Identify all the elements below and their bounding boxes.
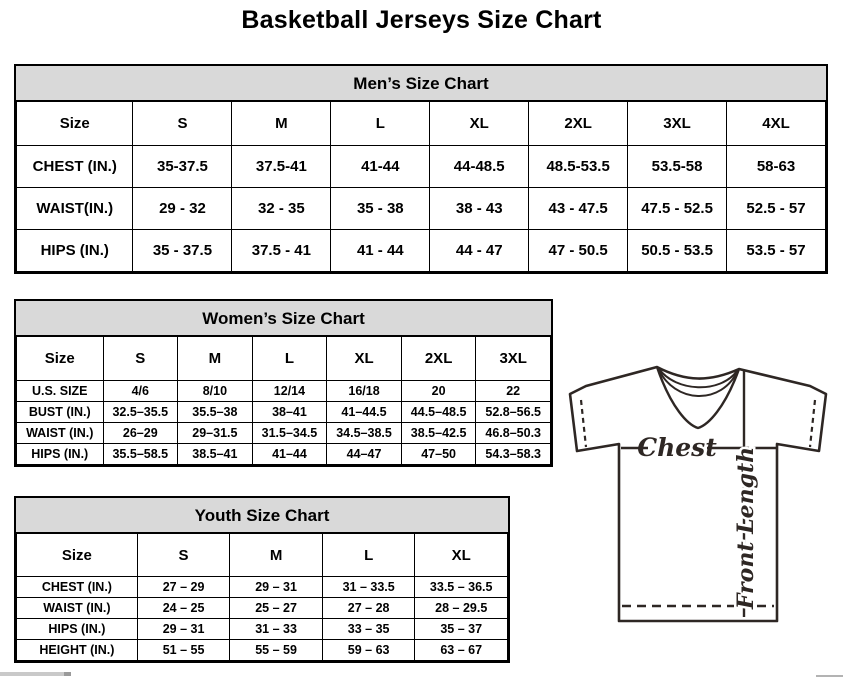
size-column-header: 4XL bbox=[727, 102, 826, 146]
size-value-cell: 37.5 - 41 bbox=[232, 230, 331, 272]
table-row bbox=[17, 619, 508, 640]
youth-size-table bbox=[14, 496, 510, 663]
size-value-cell: 35 - 37.5 bbox=[133, 230, 232, 272]
size-label-header: Size bbox=[17, 534, 138, 577]
size-value-cell: 41-44 bbox=[331, 146, 430, 188]
size-value-cell: 27 – 29 bbox=[137, 577, 230, 598]
size-column-header: L bbox=[252, 337, 327, 381]
size-column-header: S bbox=[137, 534, 230, 577]
size-label-header: Size bbox=[17, 102, 133, 146]
mens-size-table-title: Men’s Size Chart bbox=[16, 66, 826, 101]
front-length-label: Front Length bbox=[733, 446, 759, 610]
size-value-cell: 24 – 25 bbox=[137, 598, 230, 619]
size-value-cell: 43 - 47.5 bbox=[529, 188, 628, 230]
size-value-cell: 38.5–42.5 bbox=[401, 423, 476, 444]
size-value-cell: 31 – 33 bbox=[230, 619, 323, 640]
womens-size-table-title: Women’s Size Chart bbox=[16, 301, 551, 336]
size-value-cell: 37.5-41 bbox=[232, 146, 331, 188]
row-label: CHEST (IN.) bbox=[17, 146, 133, 188]
row-label: WAIST(IN.) bbox=[17, 188, 133, 230]
table-row bbox=[17, 230, 826, 272]
size-value-cell: 48.5-53.5 bbox=[529, 146, 628, 188]
size-value-cell: 44 - 47 bbox=[430, 230, 529, 272]
size-value-cell: 4/6 bbox=[103, 381, 178, 402]
size-value-cell: 58-63 bbox=[727, 146, 826, 188]
size-value-cell: 32 - 35 bbox=[232, 188, 331, 230]
table-row bbox=[17, 423, 551, 444]
size-value-cell: 44–47 bbox=[327, 444, 402, 465]
size-value-cell: 35 – 37 bbox=[415, 619, 508, 640]
size-value-cell: 35.5–58.5 bbox=[103, 444, 178, 465]
row-label: HIPS (IN.) bbox=[17, 619, 138, 640]
size-value-cell: 16/18 bbox=[327, 381, 402, 402]
size-column-header: XL bbox=[327, 337, 402, 381]
table-row bbox=[17, 188, 826, 230]
chest-label: Chest bbox=[637, 433, 717, 462]
size-value-cell: 41 - 44 bbox=[331, 230, 430, 272]
row-label: HIPS (IN.) bbox=[17, 230, 133, 272]
size-value-cell: 28 – 29.5 bbox=[415, 598, 508, 619]
size-value-cell: 53.5-58 bbox=[628, 146, 727, 188]
size-value-cell: 34.5–38.5 bbox=[327, 423, 402, 444]
size-value-cell: 47 - 50.5 bbox=[529, 230, 628, 272]
size-column-header: M bbox=[232, 102, 331, 146]
womens-size-table bbox=[14, 299, 553, 467]
size-value-cell: 38 - 43 bbox=[430, 188, 529, 230]
table-row bbox=[17, 381, 551, 402]
horizontal-scrollbar-fragment-right[interactable] bbox=[816, 675, 843, 677]
size-value-cell: 55 – 59 bbox=[230, 640, 323, 661]
table-row bbox=[17, 577, 508, 598]
row-label: CHEST (IN.) bbox=[17, 577, 138, 598]
row-label: WAIST (IN.) bbox=[17, 598, 138, 619]
row-label: BUST (IN.) bbox=[17, 402, 104, 423]
table-row bbox=[17, 640, 508, 661]
page-title: Basketball Jerseys Size Chart bbox=[241, 6, 602, 34]
mens-size-table bbox=[14, 64, 828, 274]
table-row bbox=[17, 444, 551, 465]
size-value-cell: 44.5–48.5 bbox=[401, 402, 476, 423]
size-value-cell: 50.5 - 53.5 bbox=[628, 230, 727, 272]
size-value-cell: 38.5–41 bbox=[178, 444, 253, 465]
size-column-header: XL bbox=[415, 534, 508, 577]
size-value-cell: 63 – 67 bbox=[415, 640, 508, 661]
size-value-cell: 35-37.5 bbox=[133, 146, 232, 188]
size-value-cell: 59 – 63 bbox=[322, 640, 415, 661]
size-value-cell: 31.5–34.5 bbox=[252, 423, 327, 444]
size-value-cell: 52.8–56.5 bbox=[476, 402, 551, 423]
size-value-cell: 54.3–58.3 bbox=[476, 444, 551, 465]
size-column-header: 2XL bbox=[401, 337, 476, 381]
size-value-cell: 35 - 38 bbox=[331, 188, 430, 230]
row-label: HIPS (IN.) bbox=[17, 444, 104, 465]
size-label-header: Size bbox=[17, 337, 104, 381]
size-value-cell: 12/14 bbox=[252, 381, 327, 402]
size-value-cell: 41–44.5 bbox=[327, 402, 402, 423]
size-value-cell: 31 – 33.5 bbox=[322, 577, 415, 598]
size-value-cell: 38–41 bbox=[252, 402, 327, 423]
size-column-header: S bbox=[133, 102, 232, 146]
horizontal-scrollbar-thumb-end[interactable] bbox=[64, 672, 71, 676]
size-column-header: XL bbox=[430, 102, 529, 146]
jersey-outline bbox=[570, 367, 826, 621]
size-value-cell: 29 - 32 bbox=[133, 188, 232, 230]
size-value-cell: 33.5 – 36.5 bbox=[415, 577, 508, 598]
row-label: WAIST (IN.) bbox=[17, 423, 104, 444]
size-value-cell: 29 – 31 bbox=[137, 619, 230, 640]
size-column-header: S bbox=[103, 337, 178, 381]
size-value-cell: 22 bbox=[476, 381, 551, 402]
size-value-cell: 25 – 27 bbox=[230, 598, 323, 619]
size-header-row bbox=[17, 337, 551, 381]
size-value-cell: 26–29 bbox=[103, 423, 178, 444]
size-value-cell: 53.5 - 57 bbox=[727, 230, 826, 272]
size-value-cell: 35.5–38 bbox=[178, 402, 253, 423]
size-column-header: L bbox=[331, 102, 430, 146]
size-column-header: 3XL bbox=[476, 337, 551, 381]
size-column-header: 3XL bbox=[628, 102, 727, 146]
size-value-cell: 47–50 bbox=[401, 444, 476, 465]
size-value-cell: 51 – 55 bbox=[137, 640, 230, 661]
size-column-header: L bbox=[322, 534, 415, 577]
table-row bbox=[17, 146, 826, 188]
size-column-header: M bbox=[178, 337, 253, 381]
table-row bbox=[17, 598, 508, 619]
size-header-row bbox=[17, 102, 826, 146]
size-column-header: M bbox=[230, 534, 323, 577]
size-value-cell: 29–31.5 bbox=[178, 423, 253, 444]
size-value-cell: 52.5 - 57 bbox=[727, 188, 826, 230]
row-label: HEIGHT (IN.) bbox=[17, 640, 138, 661]
row-label: U.S. SIZE bbox=[17, 381, 104, 402]
size-value-cell: 47.5 - 52.5 bbox=[628, 188, 727, 230]
youth-size-table-title: Youth Size Chart bbox=[16, 498, 508, 533]
size-value-cell: 44-48.5 bbox=[430, 146, 529, 188]
size-column-header: 2XL bbox=[529, 102, 628, 146]
horizontal-scrollbar-thumb[interactable] bbox=[0, 672, 64, 676]
table-row bbox=[17, 402, 551, 423]
size-value-cell: 32.5–35.5 bbox=[103, 402, 178, 423]
size-value-cell: 41–44 bbox=[252, 444, 327, 465]
size-value-cell: 8/10 bbox=[178, 381, 253, 402]
jersey-measurement-diagram bbox=[556, 358, 840, 662]
size-value-cell: 33 – 35 bbox=[322, 619, 415, 640]
size-value-cell: 20 bbox=[401, 381, 476, 402]
size-value-cell: 46.8–50.3 bbox=[476, 423, 551, 444]
size-value-cell: 27 – 28 bbox=[322, 598, 415, 619]
size-header-row bbox=[17, 534, 508, 577]
size-value-cell: 29 – 31 bbox=[230, 577, 323, 598]
